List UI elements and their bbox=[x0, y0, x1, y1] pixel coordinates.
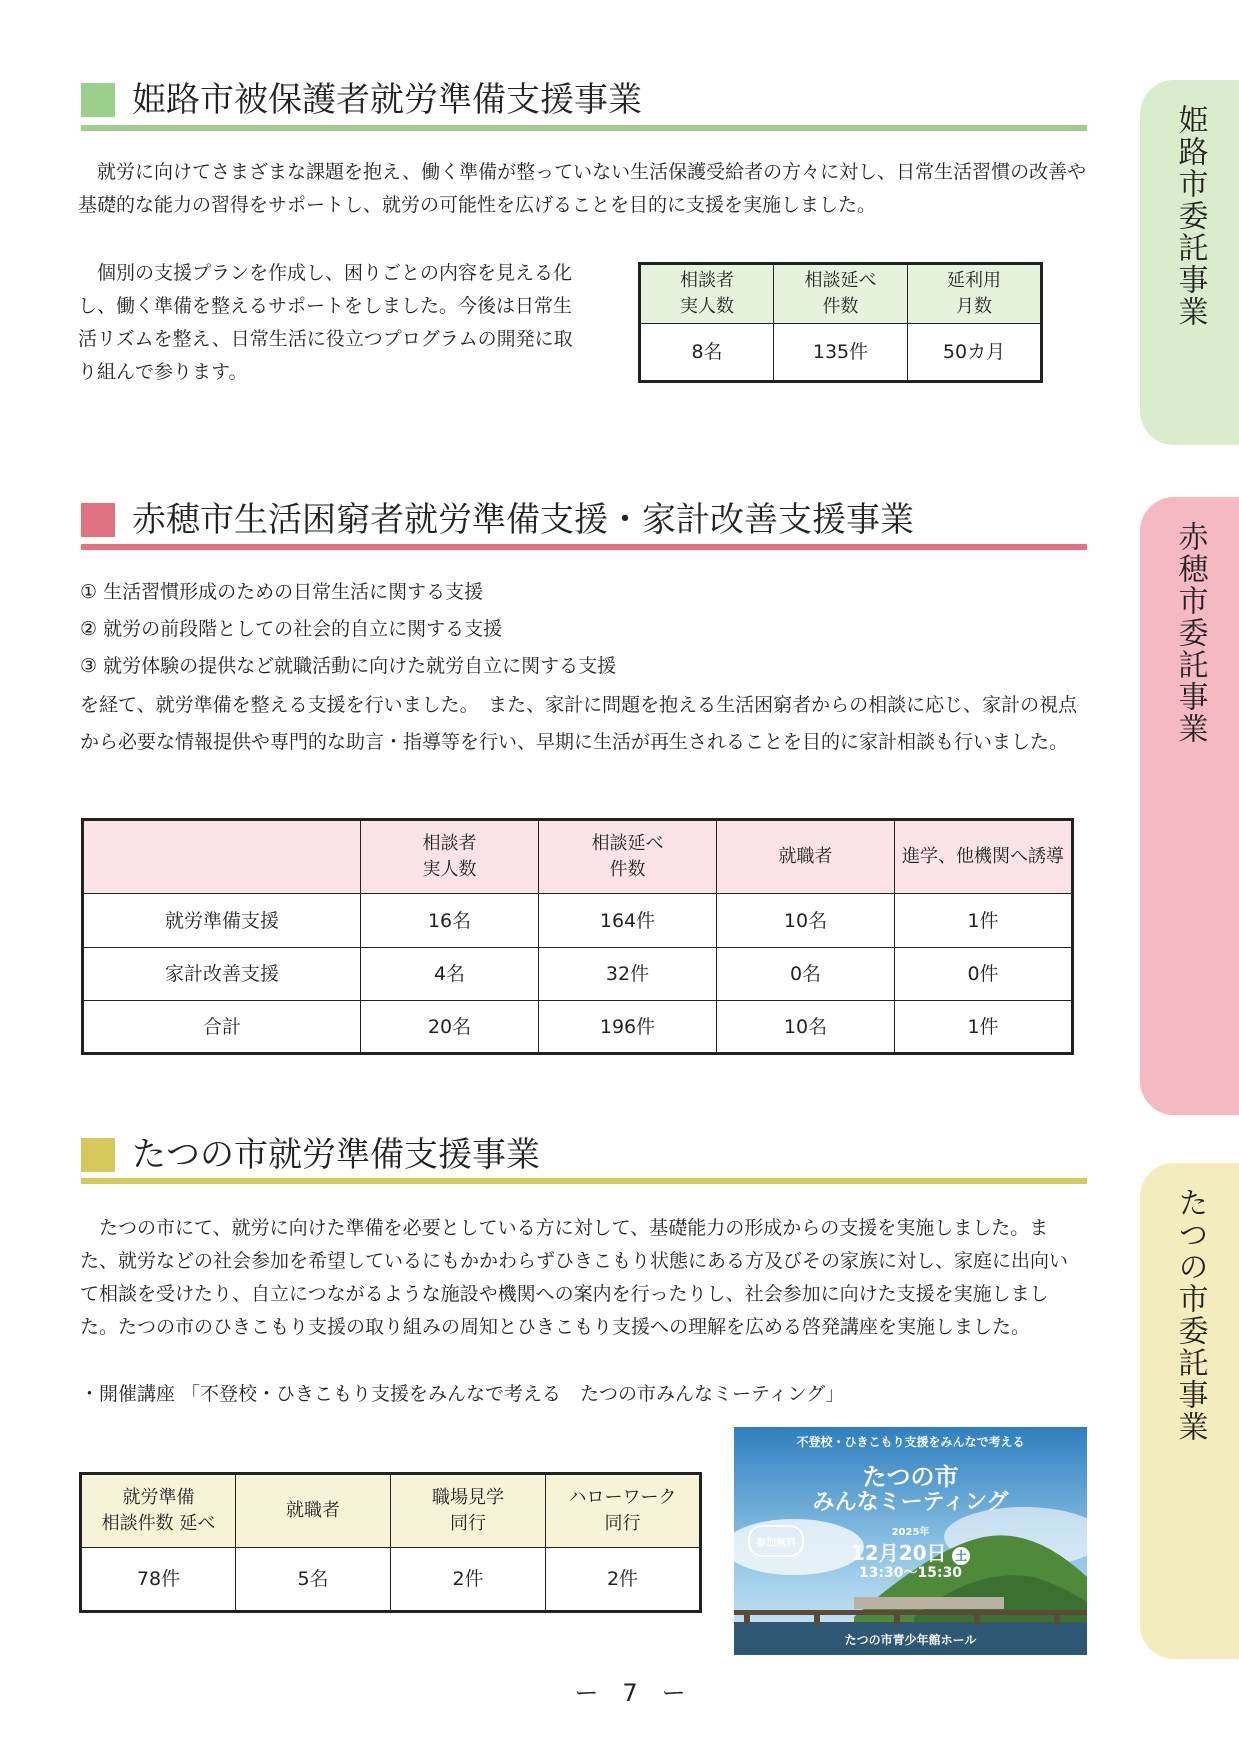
himeji-value-months: 50カ月 bbox=[908, 324, 1042, 382]
poster-time: 13:30〜15:30 bbox=[858, 1565, 963, 1581]
tatsuno-value-visit: 2件 bbox=[391, 1548, 546, 1612]
himeji-header-consults: 相談延べ 件数 bbox=[774, 264, 908, 324]
tatsuno-course: ・開催講座 「不登校・ひきこもり支援をみんなで考える たつの市みんなミーティング」 bbox=[80, 1383, 845, 1405]
tatsuno-header-consults: 就労準備 相談件数 延べ bbox=[81, 1474, 236, 1548]
ako-header-blank bbox=[83, 820, 361, 894]
poster-venue: たつの市青少年館ホール bbox=[844, 1633, 977, 1647]
table-row bbox=[83, 948, 1073, 1001]
table-cell: 196件 bbox=[539, 1001, 717, 1054]
page-number: ー 7 ー bbox=[574, 1679, 686, 1707]
himeji-header-clients: 相談者 実人数 bbox=[640, 264, 774, 324]
table-cell: 1件 bbox=[895, 1001, 1073, 1054]
tatsuno-value-employed: 5名 bbox=[236, 1548, 391, 1612]
table-cell: 10名 bbox=[717, 1001, 895, 1054]
table-cell: 0名 bbox=[717, 948, 895, 1001]
table-cell: 10名 bbox=[717, 894, 895, 948]
tatsuno-header-employed: 就職者 bbox=[236, 1474, 391, 1548]
ako-item-3: ③ 就労体験の提供など就職活動に向けた就労自立に関する支援 bbox=[80, 655, 617, 677]
ako-table bbox=[81, 818, 1074, 1055]
himeji-intro: 就労に向けてさまざまな課題を抱え、働く準備が整っていない生活保護受給者の方々に対し、日常生活習慣の改善や基礎的な能力の習得をサポートし、就労の可能性を広げることを目的に支援を実施しました。 bbox=[78, 161, 1087, 216]
tatsuno-paragraph: たつの市にて、就労に向けた準備を必要としている方に対して、基礎能力の形成からの支援を実施しました。また、就労などの社会参加を希望しているにもかかわらずひきこもり状態にある方及びその家族に対し、家庭に出向いて相談を受けたり、自立につながるような施設や機関への案内を行ったりし、社会参加に向けた支援を実施しました。たつの市のひきこもり支援の取り組みの周知とひきこもり支援への理解を広める啓発講座を実施しました。 bbox=[80, 1217, 1069, 1338]
tatsuno-header-visit: 職場見学 同行 bbox=[391, 1474, 546, 1548]
table-cell: 0件 bbox=[895, 948, 1073, 1001]
table-cell: 164件 bbox=[539, 894, 717, 948]
table-row bbox=[83, 1001, 1073, 1054]
ako-header-consults: 相談延べ 件数 bbox=[539, 820, 717, 894]
poster-top-text: 不登校・ひきこもり支援をみんなで考える bbox=[796, 1435, 1025, 1449]
poster-title-1: たつの市 bbox=[862, 1463, 959, 1491]
tab-ako-label: 赤穂市委託事業 bbox=[1172, 521, 1208, 745]
ako-item-2: ② 就労の前段階としての社会的自立に関する支援 bbox=[80, 618, 503, 640]
tatsuno-value-hellowork: 2件 bbox=[546, 1548, 701, 1612]
ako-row-label: 就労準備支援 bbox=[83, 894, 361, 948]
poster-year: 2025年 bbox=[891, 1527, 930, 1538]
section-marker-pink bbox=[81, 503, 115, 537]
ako-header-referral: 進学、他機関へ誘導 bbox=[895, 820, 1073, 894]
table-cell: 16名 bbox=[361, 894, 539, 948]
section-title-ako: 赤穂市生活困窮者就労準備支援・家計改善支援事業 bbox=[132, 500, 914, 540]
tab-ako bbox=[1140, 497, 1239, 1115]
poster-weekday: 土 bbox=[952, 1547, 970, 1565]
section-rule-pink bbox=[81, 544, 1087, 550]
section-rule-green bbox=[81, 125, 1087, 131]
ako-row-label: 家計改善支援 bbox=[83, 948, 361, 1001]
section-rule-yellow bbox=[81, 1178, 1087, 1184]
poster-date: 12月20日 bbox=[850, 1541, 947, 1565]
section-title-tatsuno: たつの市就労準備支援事業 bbox=[132, 1135, 540, 1175]
section-marker-green bbox=[81, 83, 115, 117]
table-cell: 4名 bbox=[361, 948, 539, 1001]
tab-himeji-label: 姫路市委託事業 bbox=[1172, 104, 1208, 328]
table-cell: 20名 bbox=[361, 1001, 539, 1054]
tab-himeji bbox=[1140, 80, 1239, 445]
section-marker-yellow bbox=[81, 1138, 115, 1172]
himeji-table bbox=[638, 262, 1043, 383]
section-title-himeji: 姫路市被保護者就労準備支援事業 bbox=[132, 80, 642, 120]
ako-header-clients: 相談者 実人数 bbox=[361, 820, 539, 894]
tab-tatsuno-label: たつの市委託事業 bbox=[1172, 1187, 1208, 1443]
himeji-header-months: 延利用 月数 bbox=[908, 264, 1042, 324]
table-row bbox=[83, 894, 1073, 948]
ako-header-employed: 就職者 bbox=[717, 820, 895, 894]
himeji-detail: 個別の支援プランを作成し、困りごとの内容を見える化し、働く準備を整えるサポートをしました。今後は日常生活リズムを整え、日常生活に役立つプログラムの開発に取り組んで参ります。 bbox=[78, 262, 573, 383]
tatsuno-table bbox=[79, 1472, 702, 1613]
ako-item-1: ① 生活習慣形成のための日常生活に関する支援 bbox=[80, 581, 484, 603]
tatsuno-header-hellowork: ハローワーク 同行 bbox=[546, 1474, 701, 1548]
ako-paragraph: を経て、就労準備を整える支援を行いました。 また、家計に問題を抱える生活困窮者からの相談に応じ、家計の視点から必要な情報提供や専門的な助言・指導等を行い、早期に生活が再生されることを目的に家計相談も行いました。 bbox=[80, 694, 1078, 753]
tatsuno-value-consults: 78件 bbox=[81, 1548, 236, 1612]
ako-row-label: 合計 bbox=[83, 1001, 361, 1054]
himeji-value-clients: 8名 bbox=[640, 324, 774, 382]
tab-tatsuno bbox=[1140, 1163, 1239, 1659]
table-cell: 1件 bbox=[895, 894, 1073, 948]
table-cell: 32件 bbox=[539, 948, 717, 1001]
himeji-value-consults: 135件 bbox=[774, 324, 908, 382]
poster-badge-text: 参加無料 bbox=[756, 1537, 796, 1549]
poster-title-2: みんなミーティング bbox=[812, 1490, 1009, 1515]
event-poster bbox=[734, 1427, 1087, 1655]
